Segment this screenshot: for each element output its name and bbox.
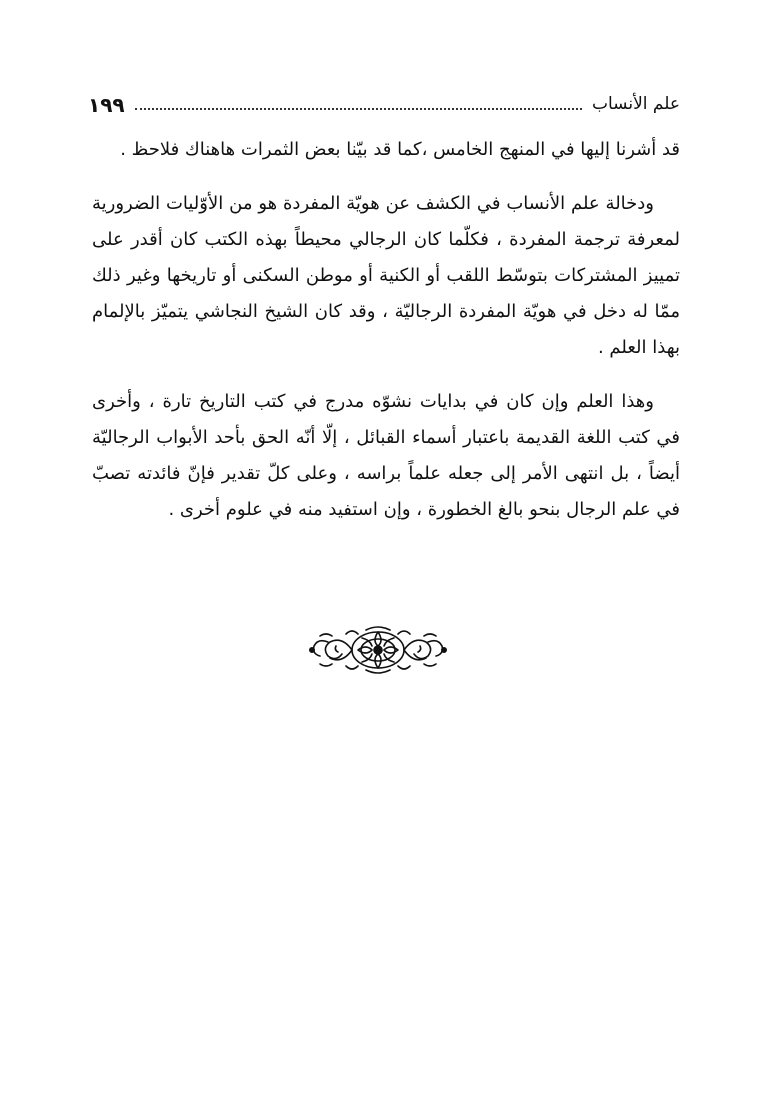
paragraph-3: وهذا العلم وإن كان في بدايات نشوّه مدرج في كتب التاريخ تارة ، وأخرى في كتب اللغة القديمة باعتبار أسماء القبائل ، إلّا أنّه الحق بأحد الأبواب الرجاليّة أيضاً ، بل انتهى الأمر إلى جعله علماً براسه ، وعلى كلّ تقدير فإنّ فائدته تصبّ في علم الرجال بنحو بالغ الخطورة ، وإن استفيد منه في علوم أخرى . bbox=[92, 391, 680, 520]
paragraph-2: ودخالة علم الأنساب في الكشف عن هويّة المفردة هو من الأوّليات الضرورية لمعرفة ترجمة المفردة ، فكلّما كان الرجالي محيطاً بهذه الكتب كان أقدر على تمييز المشتركات بتوسّط اللقب أو الكنية أو موطن السكنى أو تاريخها وغير ذلك ممّا له دخل في هويّة المفردة الرجاليّة ، وقد كان الشيخ النجاشي يتميّز بالإلمام بهذا العلم . bbox=[92, 193, 680, 358]
floral-ornament-icon bbox=[306, 624, 450, 676]
header-dot-leader bbox=[135, 108, 582, 110]
running-header bbox=[88, 82, 680, 116]
header-title: علم الأنساب bbox=[592, 94, 680, 114]
body-text bbox=[92, 132, 680, 546]
paragraph-1: قد أشرنا إليها في المنهج الخامس ،كما قد بيّنا بعض الثمرات هاهناك فلاحظ . bbox=[120, 139, 680, 160]
page-number: ١٩٩ bbox=[88, 93, 125, 117]
